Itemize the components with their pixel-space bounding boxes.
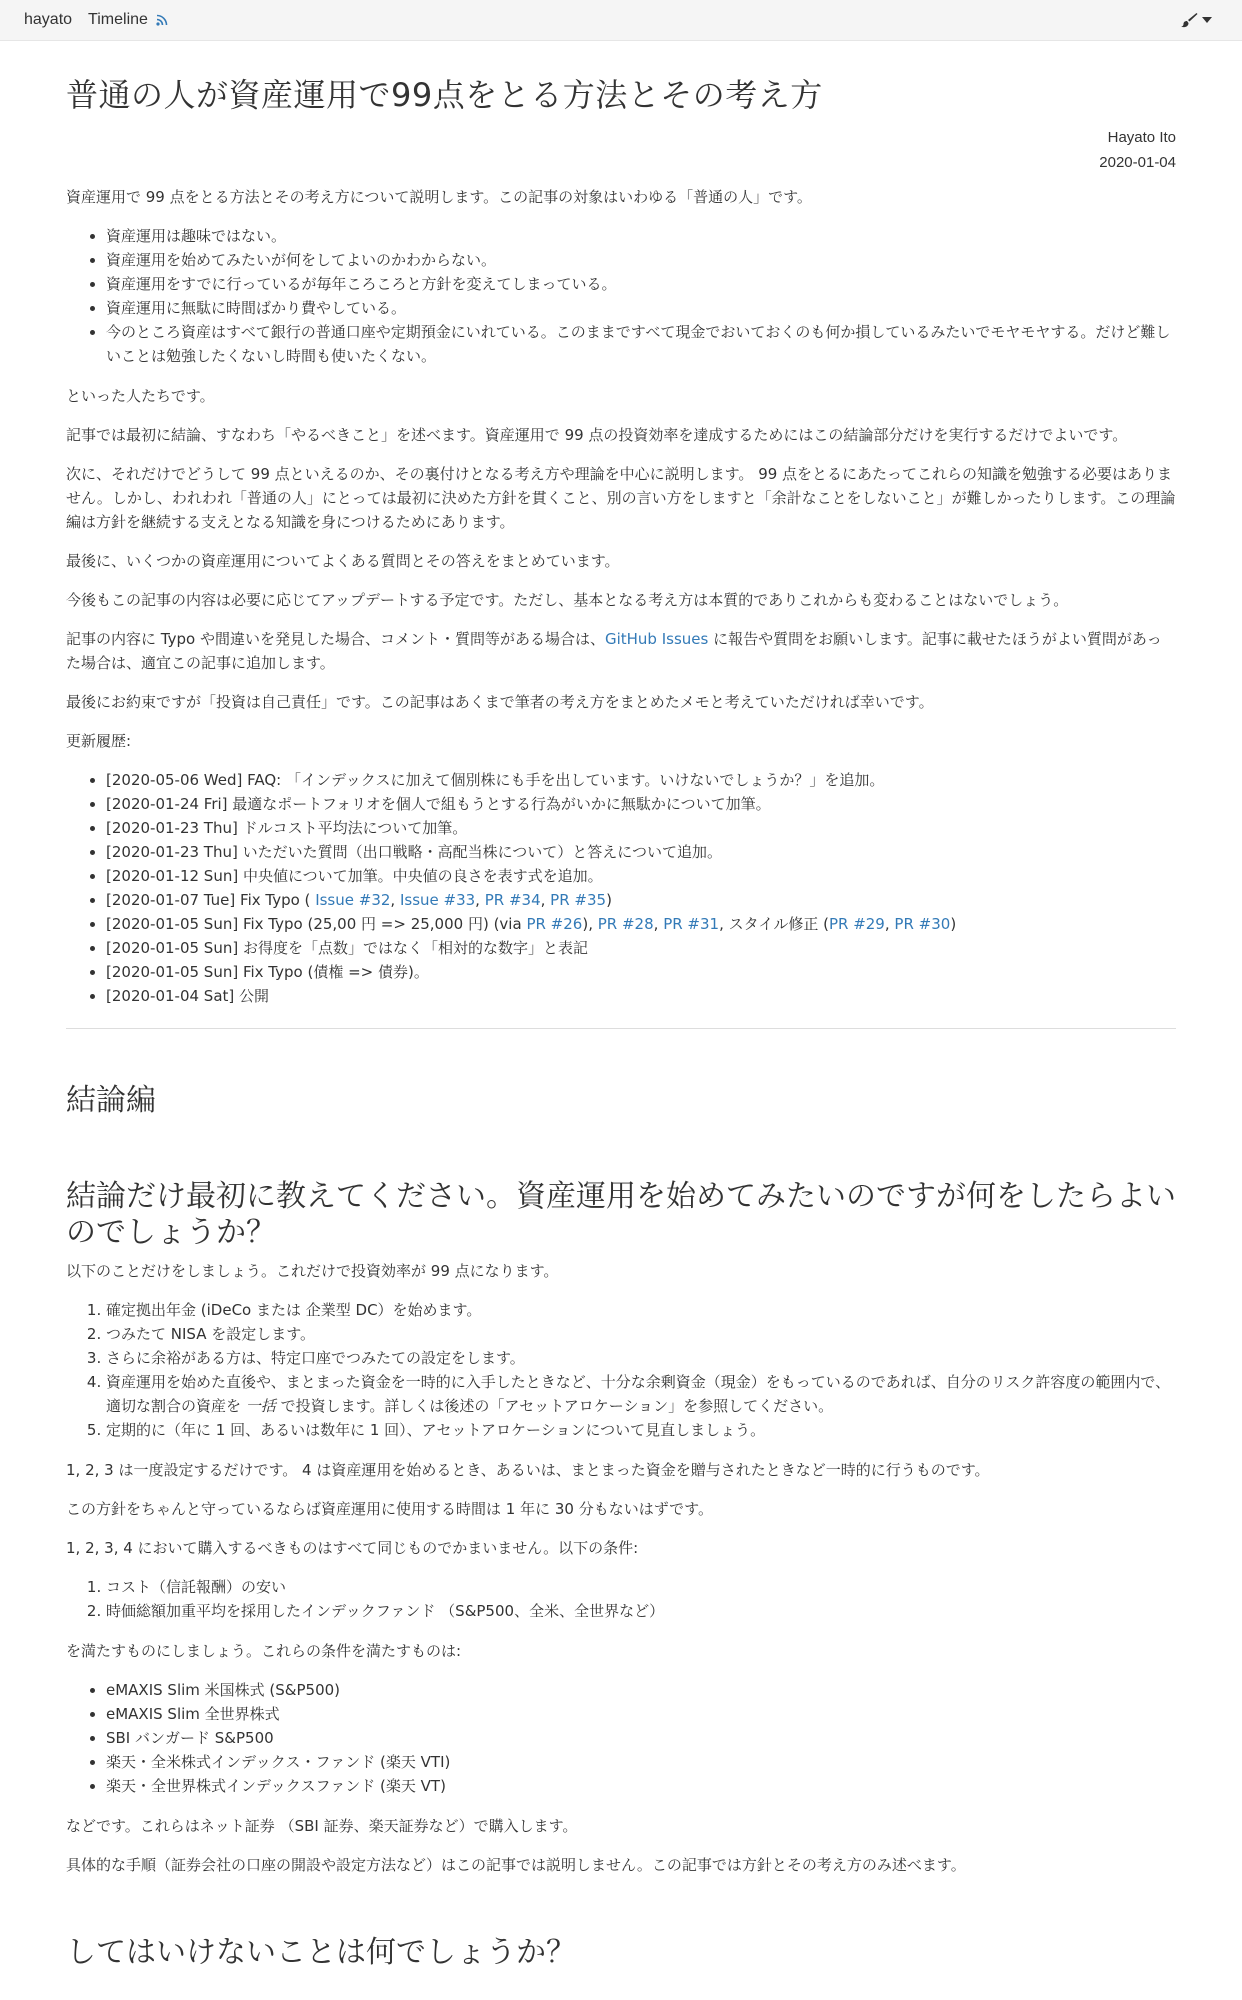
list-item: • 資産運用は趣味ではない。 [106,224,1176,248]
changelog-item: • [2020-05-06 Wed] FAQ: 「インデックスに加えて個別株にも手を出しています。いけないでしょうか？」を追加。 [106,768,1176,792]
caret-down-icon [1202,17,1212,23]
changelog-item: • [2020-01-23 Thu] ドルコスト平均法について加筆。 [106,816,1176,840]
changelog-item: • [2020-01-07 Tue] Fix Typo ( Issue #32, Issue #33, PR #34, PR #35) [106,888,1176,912]
step-item: 4. 資産運用を始めた直後や、まとまった資金を一時的に入手したときなど、十分な余剰資金（現金）をもっているのであれば、自分のリスク許容度の範囲内で、適切な割合の資産を 一括 で投資します。詳しくは後述の「アセットアロケーション」を参照してください。 [106,1370,1176,1418]
publish-date: 2020-01-04 [1099,153,1176,171]
changelog-item: • [2020-01-05 Sun] Fix Typo (債権 => 債券)。 [106,960,1176,984]
article-meta [66,125,1176,175]
pr-30-link[interactable]: PR #30 [894,914,951,933]
step-item: 2. つみたて NISA を設定します。 [106,1322,1176,1346]
list-item: • 今のところ資産はすべて銀行の普通口座や定期預金にいれている。このままですべて現金でおいておくのも何か損しているみたいでモヤモヤする。だけど難しいことは勉強したくないし時間も使いたくない。 [106,320,1176,368]
steps-list [66,1298,1176,1442]
fund-item: • eMAXIS Slim 全世界株式 [106,1702,1176,1726]
timeline-link[interactable] [88,11,168,29]
paint-brush-icon [1180,12,1198,28]
fund-item: • 楽天・全世界株式インデックスファンド (楽天 VT) [106,1774,1176,1798]
fund-item: • SBI バンガード S&P500 [106,1726,1176,1750]
changelog-label: 更新履歴: [66,731,132,750]
changelog-list [66,768,1176,1008]
condition-item: 2. 時価総額加重平均を採用したインデックファンド （S&P500、全米、全世界など） [106,1599,1176,1623]
paragraph: といった人たちです。 [66,386,215,405]
pr-31-link[interactable]: PR #31 [663,914,720,933]
fund-item: • 楽天・全米株式インデックス・ファンド (楽天 VTI) [106,1750,1176,1774]
pr-35-link[interactable]: PR #35 [550,890,607,909]
feedback-paragraph: 記事の内容に Typo や間違いを発見した場合、コメント・質問等がある場合は、GitHub Issues に報告や質問をお願いします。記事に載せたほうがよい質問があった場合は、適宜この記事に追加します。 [66,629,1162,672]
theme-dropdown-button[interactable] [1180,12,1212,28]
section-heading-q2: してはいけないことは何でしょうか？ [66,1934,576,1970]
issue-33-link[interactable]: Issue #33 [399,890,476,909]
emphasis: 一括 [245,1396,276,1415]
intro-paragraph: 資産運用で 99 点をとる方法とその考え方について説明します。この記事の対象はいわゆる「普通の人」です。 [66,187,812,206]
changelog-item: • [2020-01-05 Sun] Fix Typo (25,00 円 => 25,000 円) (via PR #26), PR #28, PR #31, スタイル修正 (PR #29, PR #30) [106,912,1176,936]
step-item: 1. 確定拠出年金 (iDeCo または 企業型 DC）を始めます。 [106,1298,1176,1322]
divider [66,1028,1176,1029]
paragraph: 最後に、いくつかの資産運用についてよくある質問とその答えをまとめています。 [66,551,620,570]
section-heading-conclusion: 結論編 [66,1082,156,1118]
top-navbar [0,0,1242,41]
pr-26-link[interactable]: PR #26 [526,914,583,933]
pr-29-link[interactable]: PR #29 [828,914,885,933]
list-item: • 資産運用をすでに行っているが毎年ころころと方針を変えてしまっている。 [106,272,1176,296]
step-item: 5. 定期的に（年に 1 回、あるいは数年に 1 回）、アセットアロケーションについて見直しましょう。 [106,1418,1176,1442]
paragraph: 1, 2, 3 は一度設定するだけです。 4 は資産運用を始めるとき、あるいは、まとまった資金を贈与されたときなど一時的に行うものです。 [66,1460,990,1479]
paragraph: 今後もこの記事の内容は必要に応じてアップデートする予定です。ただし、基本となる考え方は本質的でありこれからも変わることはないでしょう。 [66,590,1069,609]
fund-item: • eMAXIS Slim 米国株式 (S&P500) [106,1678,1176,1702]
pr-34-link[interactable]: PR #34 [484,890,541,909]
rss-icon [156,14,168,26]
author: Hayato Ito [1107,128,1176,146]
condition-item: 1. コスト（信託報酬）の安い [106,1575,1176,1599]
pr-28-link[interactable]: PR #28 [597,914,654,933]
audience-list [66,224,1176,368]
paragraph: 記事では最初に結論、すなわち「やるべきこと」を述べます。資産運用で 99 点の投資効率を達成するためにはこの結論部分だけを実行するだけでよいです。 [66,425,1128,444]
list-item: • 資産運用に無駄に時間ばかり費やしている。 [106,296,1176,320]
brand-link[interactable]: hayato [24,11,73,28]
timeline-label: Timeline [88,11,148,28]
changelog-item: • [2020-01-05 Sun] お得度を「点数」ではなく「相対的な数字」と表記 [106,936,1176,960]
paragraph: などです。これらはネット証券 （SBI 証券、楽天証券など）で購入します。 [66,1816,578,1835]
paragraph: 1, 2, 3, 4 において購入するべきものはすべて同じものでかまいません。以下の条件: [66,1538,639,1557]
paragraph: 以下のことだけをしましょう。これだけで投資効率が 99 点になります。 [66,1261,559,1280]
changelog-item: • [2020-01-04 Sat] 公開 [106,984,1176,1008]
section-heading-q1: 結論だけ最初に教えてください。資産運用を始めてみたいのですが何をしたらよいのでしょうか？ [66,1178,1176,1250]
changelog-item: • [2020-01-12 Sun] 中央値について加筆。中央値の良さを表す式を追加。 [106,864,1176,888]
article [0,75,1242,1971]
paragraph: 次に、それだけでどうして 99 点といえるのか、その裏付けとなる考え方や理論を中心に説明します。 99 点をとるにあたってこれらの知識を勉強する必要はありません。しかし、われわれ「普通の人」にとっては最初に決めた方針を貫くこと、別の言い方をしますと「余計なことをしないこと」が難しかったりします。この理論編は方針を継続する支えとなる知識を身につけるためにあります。 [66,464,1176,531]
funds-list [66,1678,1176,1798]
paragraph: 最後にお約束ですが「投資は自己責任」です。この記事はあくまで筆者の考え方をまとめたメモと考えていただければ幸いです。 [66,692,934,711]
step-item: 3. さらに余裕がある方は、特定口座でつみたての設定をします。 [106,1346,1176,1370]
paragraph: この方針をちゃんと守っているならば資産運用に使用する時間は 1 年に 30 分もないはずです。 [66,1499,713,1518]
changelog-item: • [2020-01-24 Fri] 最適なポートフォリオを個人で組もうとする行為がいかに無駄かについて加筆。 [106,792,1176,816]
paragraph: を満たすものにしましょう。これらの条件を満たすものは: [66,1641,462,1660]
page-title: 普通の人が資産運用で99点をとる方法とその考え方 [66,76,823,114]
changelog-item: • [2020-01-23 Thu] いただいた質問（出口戦略・高配当株について）と答えについて追加。 [106,840,1176,864]
paragraph: 具体的な手順（証券会社の口座の開設や設定方法など）はこの記事では説明しません。この記事では方針とその考え方のみ述べます。 [66,1855,966,1874]
github-issues-link[interactable]: GitHub Issues [604,629,709,648]
conditions-list [66,1575,1176,1623]
issue-32-link[interactable]: Issue #32 [315,890,391,909]
list-item: • 資産運用を始めてみたいが何をしてよいのかわからない。 [106,248,1176,272]
